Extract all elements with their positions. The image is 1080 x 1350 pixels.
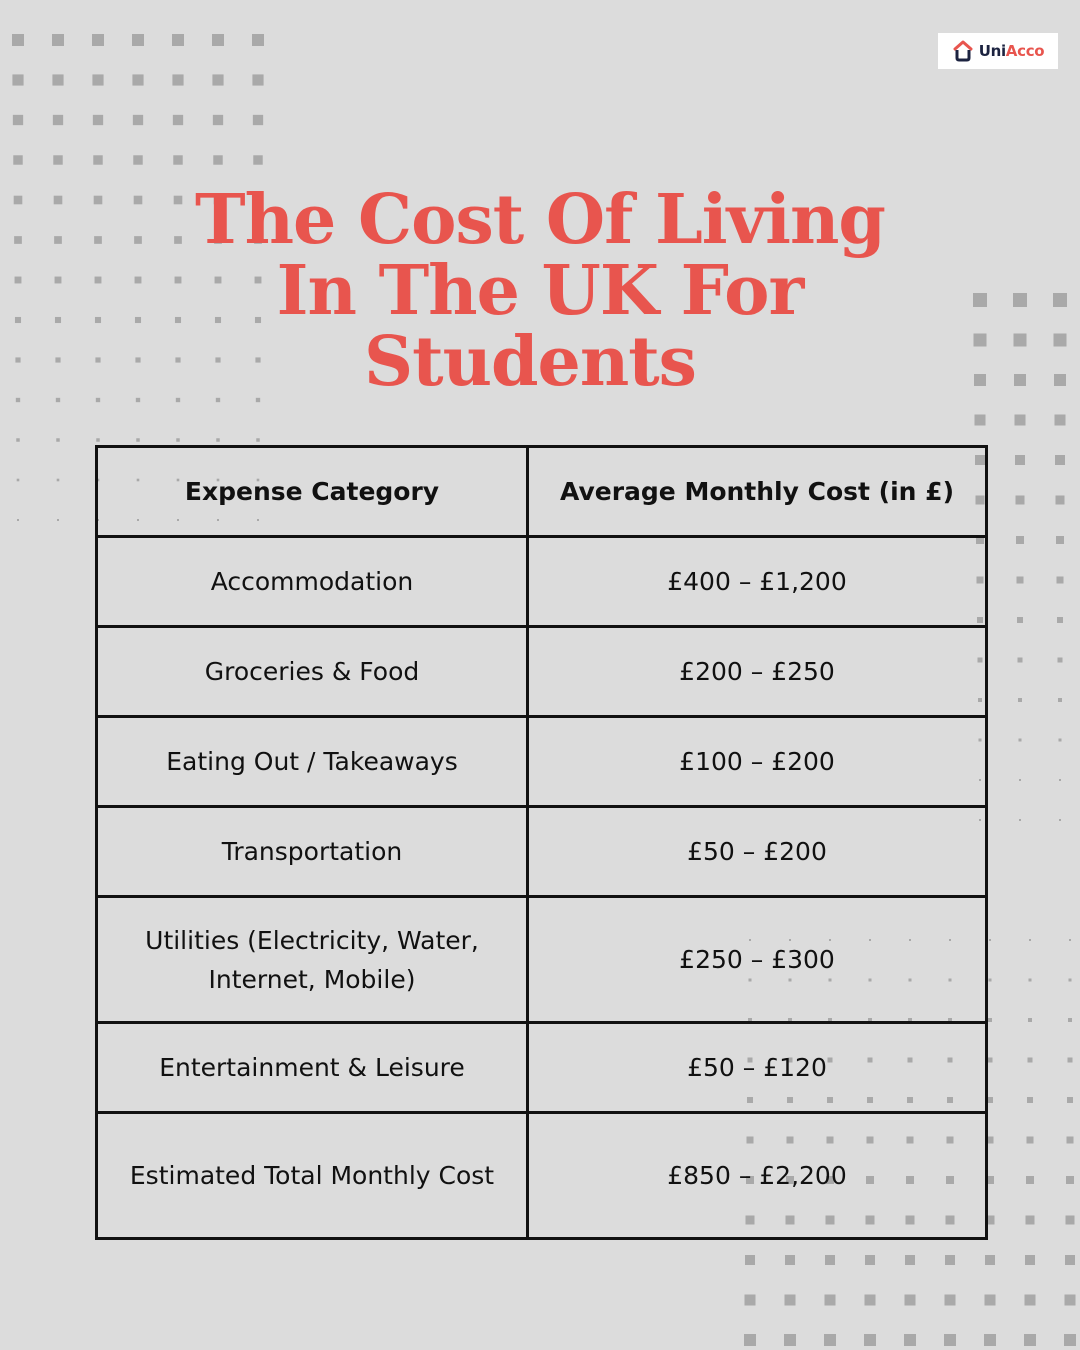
pattern-dot	[95, 357, 100, 362]
title-line-2: In The UK For	[276, 251, 804, 331]
pattern-dot	[1059, 779, 1061, 781]
logo-text-uni: Uni	[978, 42, 1006, 60]
pattern-dot	[1055, 455, 1065, 465]
pattern-dot	[865, 1255, 875, 1265]
pattern-dot	[1064, 1334, 1076, 1346]
pattern-dot	[825, 1295, 836, 1306]
page-title	[140, 180, 940, 402]
pattern-dot	[94, 196, 103, 205]
pattern-dot	[93, 115, 103, 125]
cost-table	[95, 445, 988, 1240]
pattern-dot	[1056, 536, 1064, 544]
pattern-dot	[945, 1255, 955, 1265]
pattern-dot	[1018, 658, 1023, 663]
pattern-dot	[1014, 374, 1026, 386]
header-average-monthly-cost: Average Monthly Cost (in £)	[528, 447, 987, 537]
pattern-dot	[1056, 496, 1065, 505]
pattern-dot	[1053, 293, 1067, 307]
pattern-dot	[57, 519, 59, 521]
pattern-dot	[1057, 577, 1064, 584]
pattern-dot	[256, 398, 260, 402]
pattern-dot	[974, 334, 987, 347]
pattern-dot	[1054, 334, 1067, 347]
pattern-dot	[176, 438, 180, 442]
pattern-dot	[56, 398, 60, 402]
pattern-dot	[905, 1255, 915, 1265]
pattern-dot	[213, 115, 223, 125]
pattern-dot	[14, 196, 23, 205]
cost-cell: £850 – £2,200	[528, 1113, 987, 1239]
pattern-dot	[94, 236, 102, 244]
pattern-dot	[1013, 293, 1027, 307]
pattern-dot	[16, 438, 20, 442]
pattern-dot	[132, 74, 143, 85]
pattern-dot	[57, 479, 60, 482]
pattern-dot	[132, 34, 144, 46]
pattern-dot	[1026, 1216, 1035, 1225]
uniacco-logo[interactable]	[938, 33, 1058, 69]
pattern-dot	[1028, 1058, 1033, 1063]
pattern-dot	[1029, 939, 1031, 941]
pattern-dot	[92, 74, 103, 85]
pattern-dot	[172, 74, 183, 85]
pattern-dot	[15, 357, 20, 362]
pattern-dot	[1024, 1334, 1036, 1346]
pattern-dot	[744, 1334, 756, 1346]
pattern-dot	[173, 115, 183, 125]
pattern-dot	[1027, 1137, 1034, 1144]
pattern-dot	[12, 34, 24, 46]
cost-cell: £50 – £200	[528, 807, 987, 897]
table-header-row	[97, 447, 987, 537]
logo-text-acco: Acco	[1005, 42, 1045, 60]
pattern-dot	[905, 1295, 916, 1306]
pattern-dot	[1069, 939, 1071, 941]
cost-cell: £200 – £250	[528, 627, 987, 717]
table-row-total	[97, 1113, 987, 1239]
pattern-dot	[212, 34, 224, 46]
pattern-dot	[973, 293, 987, 307]
pattern-dot	[988, 1058, 993, 1063]
pattern-dot	[974, 374, 986, 386]
pattern-dot	[825, 1255, 835, 1265]
pattern-dot	[1017, 617, 1023, 623]
pattern-dot	[212, 74, 223, 85]
pattern-dot	[1055, 415, 1066, 426]
pattern-dot	[172, 34, 184, 46]
pattern-dot	[1065, 1295, 1076, 1306]
pattern-dot	[785, 1255, 795, 1265]
pattern-dot	[1057, 617, 1063, 623]
pattern-dot	[985, 1255, 995, 1265]
pattern-dot	[1016, 496, 1025, 505]
category-cell: Groceries & Food	[97, 627, 528, 717]
pattern-dot	[53, 115, 63, 125]
pattern-dot	[975, 415, 986, 426]
table-row	[97, 537, 987, 627]
category-cell: Accommodation	[97, 537, 528, 627]
pattern-dot	[904, 1334, 916, 1346]
pattern-dot	[1068, 1058, 1073, 1063]
title-line-1: The Cost Of Living	[195, 180, 885, 260]
pattern-dot	[252, 74, 263, 85]
pattern-dot	[1019, 779, 1021, 781]
pattern-dot	[96, 438, 100, 442]
pattern-dot	[54, 236, 62, 244]
pattern-dot	[1025, 1295, 1036, 1306]
pattern-dot	[253, 155, 262, 164]
pattern-dot	[1065, 1255, 1075, 1265]
pattern-dot	[15, 277, 22, 284]
pattern-dot	[176, 398, 180, 402]
pattern-dot	[95, 277, 102, 284]
pattern-dot	[136, 438, 140, 442]
pattern-dot	[213, 155, 222, 164]
pattern-dot	[1018, 698, 1022, 702]
pattern-dot	[133, 155, 142, 164]
pattern-dot	[745, 1295, 756, 1306]
pattern-dot	[55, 277, 62, 284]
house-icon	[952, 40, 974, 62]
category-cell: Utilities (Electricity, Water, Internet, Mobile)	[97, 897, 528, 1023]
pattern-dot	[52, 34, 64, 46]
table-row	[97, 717, 987, 807]
pattern-dot	[865, 1295, 876, 1306]
logo-wordmark	[979, 42, 1045, 60]
category-cell: Eating Out / Takeaways	[97, 717, 528, 807]
pattern-dot	[1066, 1176, 1074, 1184]
pattern-dot	[95, 317, 101, 323]
pattern-dot	[15, 317, 21, 323]
pattern-dot	[53, 155, 62, 164]
pattern-dot	[745, 1255, 755, 1265]
pattern-dot	[944, 1334, 956, 1346]
pattern-dot	[1058, 698, 1062, 702]
pattern-dot	[13, 115, 23, 125]
pattern-dot	[1019, 819, 1021, 821]
pattern-dot	[988, 1018, 992, 1022]
pattern-dot	[864, 1334, 876, 1346]
pattern-dot	[253, 115, 263, 125]
pattern-dot	[824, 1334, 836, 1346]
pattern-dot	[985, 1295, 996, 1306]
cost-cell: £100 – £200	[528, 717, 987, 807]
pattern-dot	[55, 357, 60, 362]
title-line-3: Students	[364, 322, 696, 402]
pattern-dot	[1019, 739, 1022, 742]
pattern-dot	[14, 236, 22, 244]
pattern-dot	[56, 438, 60, 442]
pattern-dot	[12, 74, 23, 85]
category-cell: Entertainment & Leisure	[97, 1023, 528, 1113]
pattern-dot	[256, 438, 260, 442]
pattern-dot	[54, 196, 63, 205]
pattern-dot	[1029, 979, 1032, 982]
pattern-dot	[16, 398, 20, 402]
cost-cell: £50 – £120	[528, 1023, 987, 1113]
pattern-dot	[1025, 1255, 1035, 1265]
header-expense-category: Expense Category	[97, 447, 528, 537]
pattern-dot	[784, 1334, 796, 1346]
pattern-dot	[1014, 334, 1027, 347]
pattern-dot	[984, 1334, 996, 1346]
pattern-dot	[1026, 1176, 1034, 1184]
pattern-dot	[52, 74, 63, 85]
pattern-dot	[136, 398, 140, 402]
cost-cell: £250 – £300	[528, 897, 987, 1023]
pattern-dot	[989, 979, 992, 982]
pattern-dot	[1054, 374, 1066, 386]
pattern-dot	[216, 398, 220, 402]
pattern-dot	[785, 1295, 796, 1306]
pattern-dot	[13, 155, 22, 164]
pattern-dot	[1068, 1018, 1072, 1022]
pattern-dot	[96, 398, 100, 402]
pattern-dot	[252, 34, 264, 46]
cost-cell: £400 – £1,200	[528, 537, 987, 627]
pattern-dot	[989, 939, 991, 941]
pattern-dot	[55, 317, 61, 323]
table-row	[97, 807, 987, 897]
table-row	[97, 1023, 987, 1113]
pattern-dot	[216, 438, 220, 442]
table-row	[97, 897, 987, 1023]
pattern-dot	[173, 155, 182, 164]
pattern-dot	[93, 155, 102, 164]
pattern-dot	[1069, 979, 1072, 982]
pattern-dot	[1067, 1097, 1073, 1103]
pattern-dot	[1067, 1137, 1074, 1144]
table-row	[97, 627, 987, 717]
pattern-dot	[1027, 1097, 1033, 1103]
category-cell: Estimated Total Monthly Cost	[97, 1113, 528, 1239]
pattern-dot	[1059, 739, 1062, 742]
pattern-dot	[1015, 455, 1025, 465]
pattern-dot	[1059, 819, 1061, 821]
pattern-dot	[133, 115, 143, 125]
pattern-dot	[92, 34, 104, 46]
pattern-dot	[17, 479, 20, 482]
pattern-dot	[1028, 1018, 1032, 1022]
pattern-dot	[1015, 415, 1026, 426]
pattern-dot	[1017, 577, 1024, 584]
pattern-dot	[1016, 536, 1024, 544]
category-cell: Transportation	[97, 807, 528, 897]
pattern-dot	[17, 519, 19, 521]
pattern-dot	[945, 1295, 956, 1306]
pattern-dot	[1058, 658, 1063, 663]
pattern-dot	[1066, 1216, 1075, 1225]
